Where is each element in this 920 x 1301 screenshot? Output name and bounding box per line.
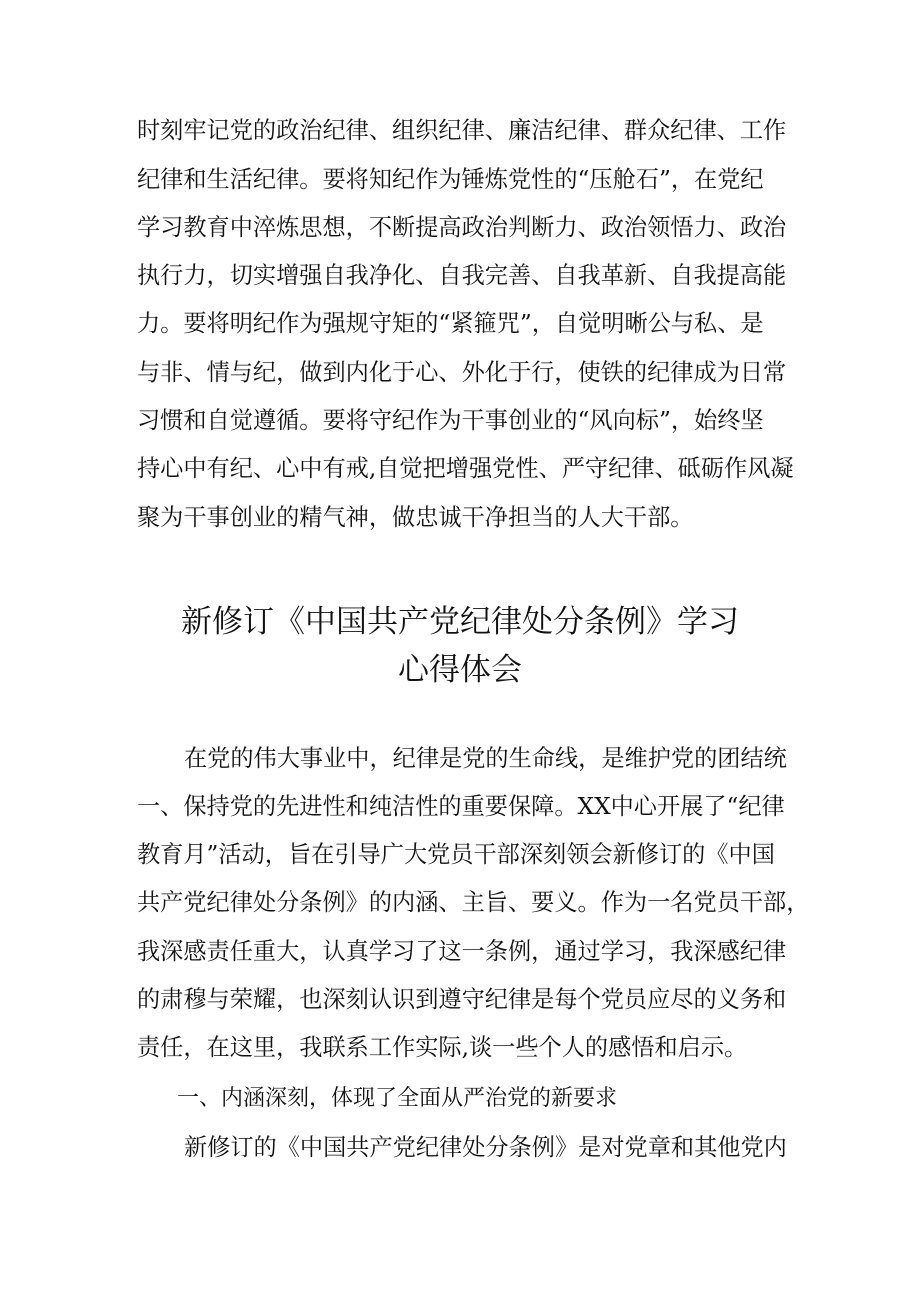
paragraph-line: 我深感责任重大，认真学习了这一条例，通过学习，我深感纪律 <box>137 938 787 965</box>
paragraph-line: 责任，在这里，我联系工作实际,谈一些个人的感悟和启示。 <box>137 1034 748 1061</box>
paragraph-line: 时刻牢记党的政治纪律、组织纪律、廉洁纪律、群众纪律、工作 <box>137 117 787 144</box>
paragraph-line: 纪律和生活纪律。要将知纪作为锤炼党性的“压舱石”，在党纪 <box>137 166 764 193</box>
paragraph-line: 共产党纪律处分条例》的内涵、主旨、要义。作为一名党员干部， <box>137 889 810 916</box>
paragraph-line: 新修订的《中国共产党纪律处分条例》是对党章和其他党内 <box>184 1134 787 1161</box>
paragraph-line: 学习教育中淬炼思想，不断提高政治判断力、政治领悟力、政治 <box>137 214 787 241</box>
paragraph-line: 力。要将明纪作为强规守矩的“紧箍咒”，自觉明晰公与私、是 <box>137 310 764 337</box>
paragraph-line: 的肃穆与荣耀，也深刻认识到遵守纪律是每个党员应尽的义务和 <box>137 986 787 1013</box>
paragraph-line: 执行力，切实增强自我净化、自我完善、自我革新、自我提高能 <box>137 262 787 289</box>
paragraph-line: 持心中有纪、心中有戒,自觉把增强党性、严守纪律、砥砺作风凝 <box>137 455 794 482</box>
paragraph-line: 教育月”活动，旨在引导广大党员干部深刻领会新修订的《中国 <box>137 841 775 868</box>
page-title-line-2: 心得体会 <box>398 652 522 688</box>
paragraph-line: 一、保持党的先进性和纯洁性的重要保障。XX中心开展了“纪律 <box>137 793 785 820</box>
section-heading: 一、内涵深刻，体现了全面从严治党的新要求 <box>177 1086 618 1111</box>
paragraph-line: 与非、情与纪，做到内化于心、外化于行，使铁的纪律成为日常 <box>137 359 787 386</box>
paragraph-line: 聚为干事创业的精气神，做忠诚干净担当的人大干部。 <box>137 504 694 531</box>
paragraph-line: 习惯和自觉遵循。要将守纪作为干事创业的“风向标”，始终坚 <box>137 407 764 434</box>
page-title: 新修订《中国共产党纪律处分条例》学习 <box>181 604 739 640</box>
paragraph-line: 在党的伟大事业中，纪律是党的生命线，是维护党的团结统 <box>184 745 787 772</box>
